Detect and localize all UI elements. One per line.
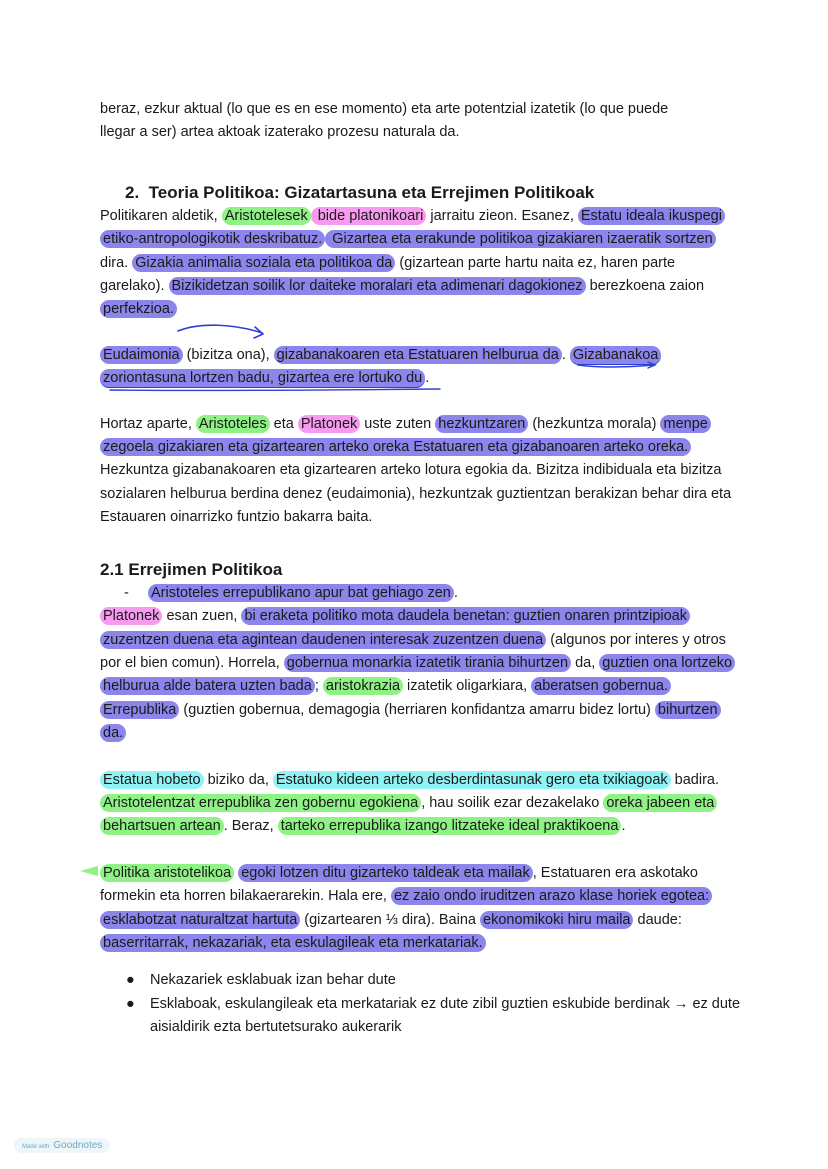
text-span: daude: xyxy=(633,911,682,928)
highlight-cyan: Estatuko kideen arteko desberdintasunak gero eta txikiagoak xyxy=(273,771,671,789)
text-span: . xyxy=(453,584,458,601)
watermark-prefix: Made with xyxy=(22,1144,50,1150)
highlight-pink: bide platonikoari xyxy=(311,207,427,225)
text-span: da, xyxy=(571,654,600,671)
text-span: . xyxy=(621,818,626,835)
highlight-purple: hezkuntzaren xyxy=(435,415,528,433)
paragraph-politics xyxy=(100,205,740,322)
highlight-green: tarteko errepublika izango litzateke ideal praktikoena xyxy=(278,817,622,835)
text-span: biziko da, xyxy=(203,771,273,788)
text-span: Hezkuntza gizabanakoaren eta gizartearen arteko lotura egokia da. Bizitza indibiduala eta bizitza sozialaren helburua berdina denez (eudaimonia), hezkuntzak guztientzan berakizan behar dira eta Estauaren oinarrizko funtzio bakarra baita. xyxy=(100,462,732,526)
bullet-item xyxy=(100,969,740,992)
highlight-purple: Gizartea eta erakunde politikoa gizakiaren izaeratik sortzen xyxy=(325,230,715,248)
highlight-pink: Platonek xyxy=(298,415,360,433)
highlight-purple: bi eraketa politiko mota daudela benetan: guztien onaren printzipioak zuzentzen duena eta agintean daudenen interesak zuzentzen duena xyxy=(100,607,690,648)
intro-line-2: llegar a ser) artea aktoak izaterako prozesu naturala da. xyxy=(100,124,460,141)
text-span: (gizartean parte hartu naita ez, haren parte garelako). xyxy=(100,254,676,295)
highlight-green: oreka jabeen eta behartsuen artean xyxy=(100,794,717,835)
dash-marker: - xyxy=(124,584,129,601)
highlight-green: Aristoteles xyxy=(196,415,270,433)
highlight-purple: ez zaio ondo iruditzen arazo klase horiek egotea: esklabotzat naturaltzat hartuta xyxy=(100,887,712,928)
highlight-purple: guztien ona lortzeko helburua alde batera uzten bada xyxy=(100,654,735,695)
highlight-purple: menpe zegoela gizakiaren eta gizartearen arteko oreka Estatuaren eta gizabanoaren arteko oreka. xyxy=(100,415,711,456)
highlight-green: Aristotelesek xyxy=(222,207,311,225)
highlight-purple: egoki lotzen ditu gizarteko taldeak eta mailak xyxy=(238,864,533,882)
highlight-green: aristokrazia xyxy=(323,677,403,695)
paragraph-eudaimonia xyxy=(100,344,740,391)
section-2-number: 2. xyxy=(125,182,140,202)
section-2-title: Teoria Politikoa: Gizatartasuna eta Errejimen Politikoak xyxy=(148,182,595,202)
text-span: (gizartearen ⅓ dira). Baina xyxy=(300,911,480,928)
highlight-pink: Platonek xyxy=(100,607,162,625)
dash-list-item xyxy=(100,582,740,605)
bullet-text: Nekazariek esklabuak izan behar dute xyxy=(150,972,396,989)
text-span: dira. xyxy=(100,254,133,271)
text-span: berezkoena zaion xyxy=(585,278,705,295)
document-page xyxy=(100,98,740,1040)
highlight-purple: gobernua monarkia izatetik tirania bihurtzen xyxy=(284,654,571,672)
text-span: . Beraz, xyxy=(223,818,278,835)
text-span: izatetik oligarkiara, xyxy=(403,678,532,695)
text-span: . xyxy=(561,346,570,363)
text-span: . xyxy=(425,370,430,387)
text-span: (bizitza ona), xyxy=(182,346,274,363)
intro-line-1: beraz, ezkur aktual (lo que es en ese momento) eta arte potentzial izatetik (lo que puede xyxy=(100,101,669,117)
bullet-list xyxy=(100,969,740,1039)
highlight-purple: ekonomikoki hiru maila xyxy=(480,911,633,929)
text-span: badira. xyxy=(670,771,720,788)
text-span: esan zuen, xyxy=(162,608,242,625)
highlight-green: Politika aristotelikoa xyxy=(100,864,234,882)
highlight-purple: Errepublika xyxy=(100,701,179,719)
text-span: uste zuten xyxy=(360,415,436,432)
paragraph-state xyxy=(100,769,740,839)
highlight-purple-underlined: Gizabanakoa zoriontasuna lortzen badu, gizartea ere lortuko du xyxy=(100,346,661,388)
highlight-purple: gizabanakoaren eta Estatuaren helburua da xyxy=(274,346,562,364)
bullet-dot: ● xyxy=(126,972,135,989)
paragraph-education xyxy=(100,413,740,530)
highlight-purple: Gizakia animalia soziala eta politikoa da xyxy=(132,254,395,272)
paragraph-aristotelian-politics xyxy=(100,862,740,956)
highlight-purple: perfekzioa. xyxy=(100,300,177,318)
text-span: Hortaz aparte, xyxy=(100,415,196,432)
highlight-purple: Eudaimonia xyxy=(100,346,183,364)
text-span: , hau soilik ezar dezakelako xyxy=(421,794,604,811)
highlight-purple: baserritarrak, nekazariak, eta eskulagileak eta merkatariak. xyxy=(100,934,486,952)
highlight-purple: Aristoteles errepublikano apur bat gehiago zen xyxy=(148,584,454,602)
paragraph-regimes xyxy=(100,605,740,745)
text-span: (hezkuntza morala) xyxy=(528,415,661,432)
text-span: Politikaren aldetik, xyxy=(100,207,222,224)
text-span: eta xyxy=(269,415,298,432)
intro-paragraph xyxy=(100,98,740,145)
highlight-purple: Bizikidetzan soilik lor daiteke moralari eta adimenari dagokionez xyxy=(169,277,586,295)
text-span: , Estatuaren era askotako formekin eta horren bilakaerarekin. Hala ere, xyxy=(100,864,698,905)
text-span: (guztien gobernua, demagogia (herriaren konfidantza amarru bidez lortu) xyxy=(179,701,655,718)
watermark-brand: Goodnotes xyxy=(53,1140,103,1151)
text-span: ; xyxy=(314,678,323,695)
bullet-text: Esklaboak, eskulangileak eta merkatariak ez dute zibil guztien eskubide berdinak → ez dute aisialdirik ezta bertutetsurako aukerarik xyxy=(150,995,741,1036)
bullet-dot: ● xyxy=(126,995,135,1012)
section-2-1-heading: 2.1 Errejimen Politikoa xyxy=(100,559,283,579)
goodnotes-watermark xyxy=(14,1138,110,1153)
bullet-item xyxy=(100,993,740,1040)
green-highlight-stroke-tip xyxy=(80,866,98,876)
highlight-purple: aberatsen gobernua. xyxy=(531,677,671,695)
text-span: (algunos por interes y otros por el bien comun). Horrela, xyxy=(100,631,726,671)
highlight-cyan: Estatua hobeto xyxy=(100,771,204,789)
highlight-purple: bihurtzen da. xyxy=(100,701,721,742)
dash-list xyxy=(100,582,740,605)
highlight-green: Aristotelentzat errepublika zen gobernu egokiena xyxy=(100,794,421,812)
text-span: jarraitu zieon. Esanez, xyxy=(426,207,578,224)
section-2-heading xyxy=(100,181,740,205)
highlight-purple: Estatu ideala ikuspegi etiko-antropologikotik deskribatuz. xyxy=(100,207,725,248)
